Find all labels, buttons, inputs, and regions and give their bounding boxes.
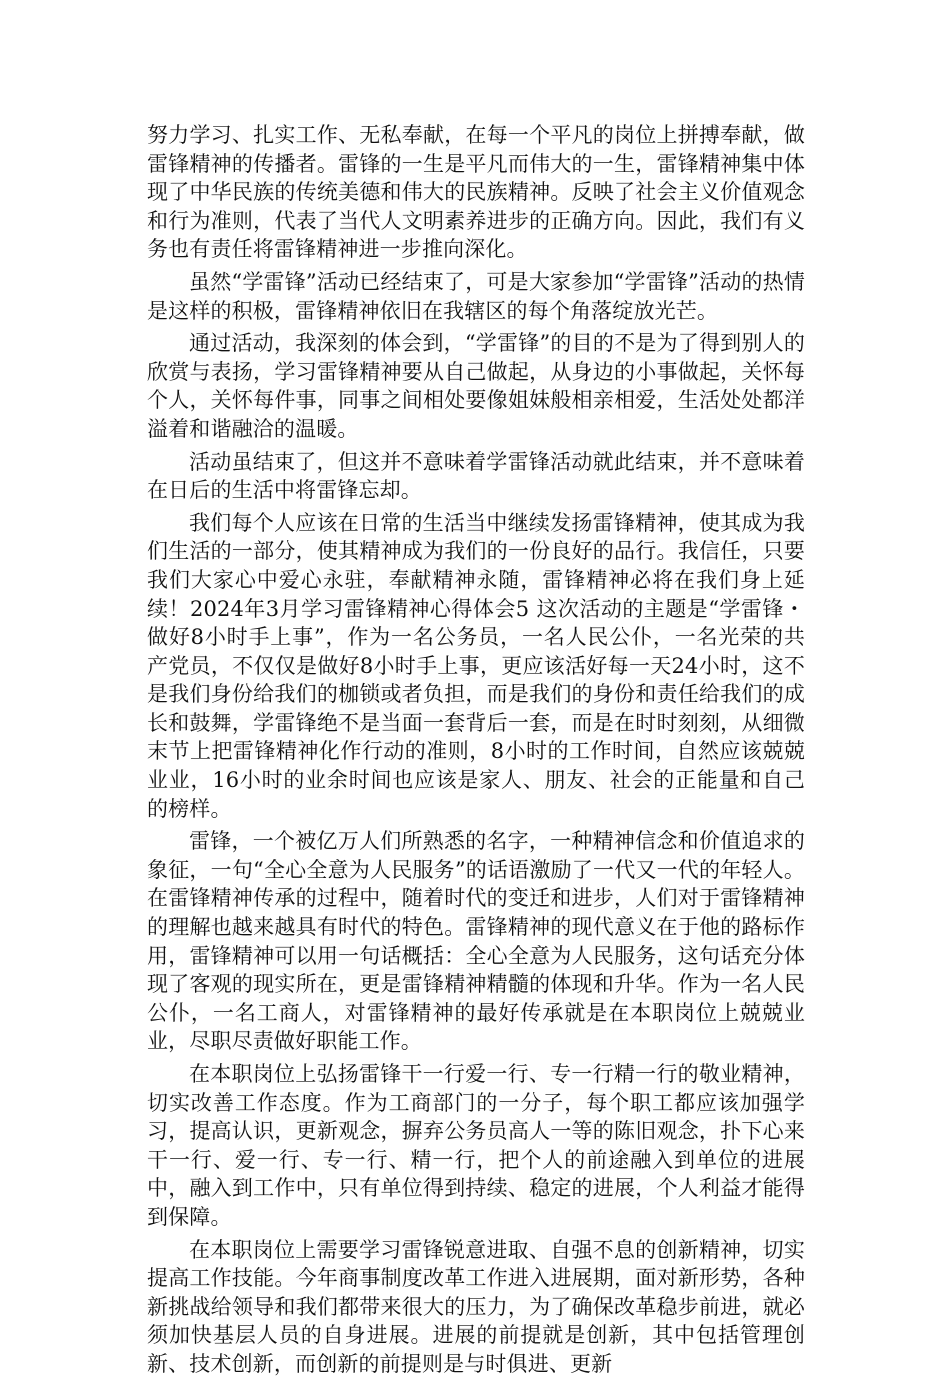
document-body <box>147 121 805 1383</box>
paragraph: 在本职岗位上弘扬雷锋干一行爱一行、专一行精一行的敬业精神，切实改善工作态度。作为工商部门的一分子，每个职工都应该加强学习，提高认识，更新观念，摒弃公务员高人一等的陈旧观念，扑下心来干一行、爱一行、专一行、精一行，把个人的前途融入到单位的进展中，融入到工作中，只有单位得到持续、稳定的进展，个人利益才能得到保障。 <box>147 1062 805 1229</box>
paragraph: 努力学习、扎实工作、无私奉献，在每一个平凡的岗位上拼搏奉献，做雷锋精神的传播者。雷锋的一生是平凡而伟大的一生，雷锋精神集中体现了中华民族的传统美德和伟大的民族精神。反映了社会主义价值观念和行为准则，代表了当代人文明素养进步的正确方向。因此，我们有义务也有责任将雷锋精神进一步推向深化。 <box>147 123 805 262</box>
paragraph: 在本职岗位上需要学习雷锋锐意进取、自强不息的创新精神，切实提高工作技能。今年商事制度改革工作进入进展期，面对新形势，各种新挑战给领导和我们都带来很大的压力，为了确保改革稳步前进，就必须加快基层人员的自身进展。进展的前提就是创新，其中包括管理创新、技术创新，而创新的前提则是与时俱进、更新 <box>147 1237 805 1376</box>
paragraph: 活动虽结束了，但这并不意味着学雷锋活动就此结束，并不意味着在日后的生活中将雷锋忘却。 <box>147 449 805 503</box>
paragraph: 我们每个人应该在日常的生活当中继续发扬雷锋精神，使其成为我们生活的一部分，使其精神成为我们的一份良好的品行。我信任，只要我们大家心中爱心永驻，奉献精神永随，雷锋精神必将在我们身上延续！2024年3月学习雷锋精神心得体会5 这次活动的主题是“学雷锋・做好8小时手上事”，作为一名公务员，一名人民公仆，一名光荣的共产党员，不仅仅是做好8小时手上事，更应该活好每一天24小时，这不是我们身份给我们的枷锁或者负担，而是我们的身份和责任给我们的成长和鼓舞，学雷锋绝不是当面一套背后一套，而是在时时刻刻，从细微末节上把雷锋精神化作行动的准则，8小时的工作时间，自然应该兢兢业业，16小时的业余时间也应该是家人、朋友、社会的正能量和自己的榜样。 <box>147 510 805 821</box>
paragraph: 雷锋，一个被亿万人们所熟悉的名字，一种精神信念和价值追求的象征，一句“全心全意为人民服务”的话语激励了一代又一代的年轻人。在雷锋精神传承的过程中，随着时代的变迁和进步，人们对于雷锋精神的理解也越来越具有时代的特色。雷锋精神的现代意义在于他的路标作用，雷锋精神可以用一句话概括：全心全意为人民服务，这句话充分体现了客观的现实所在，更是雷锋精神精髓的体现和升华。作为一名人民公仆，一名工商人，对雷锋精神的最好传承就是在本职岗位上兢兢业业，尽职尽责做好职能工作。 <box>147 829 805 1054</box>
paragraph: 虽然“学雷锋”活动已经结束了，可是大家参加“学雷锋”活动的热情是这样的积极，雷锋精神依旧在我辖区的每个角落绽放光芒。 <box>147 269 805 323</box>
paragraph: 通过活动，我深刻的体会到，“学雷锋”的目的不是为了得到别人的欣赏与表扬，学习雷锋精神要从自己做起，从身边的小事做起，关怀每个人，关怀每件事，同事之间相处要像姐妹般相亲相爱，生活处处都洋溢着和谐融洽的温暖。 <box>147 331 805 441</box>
